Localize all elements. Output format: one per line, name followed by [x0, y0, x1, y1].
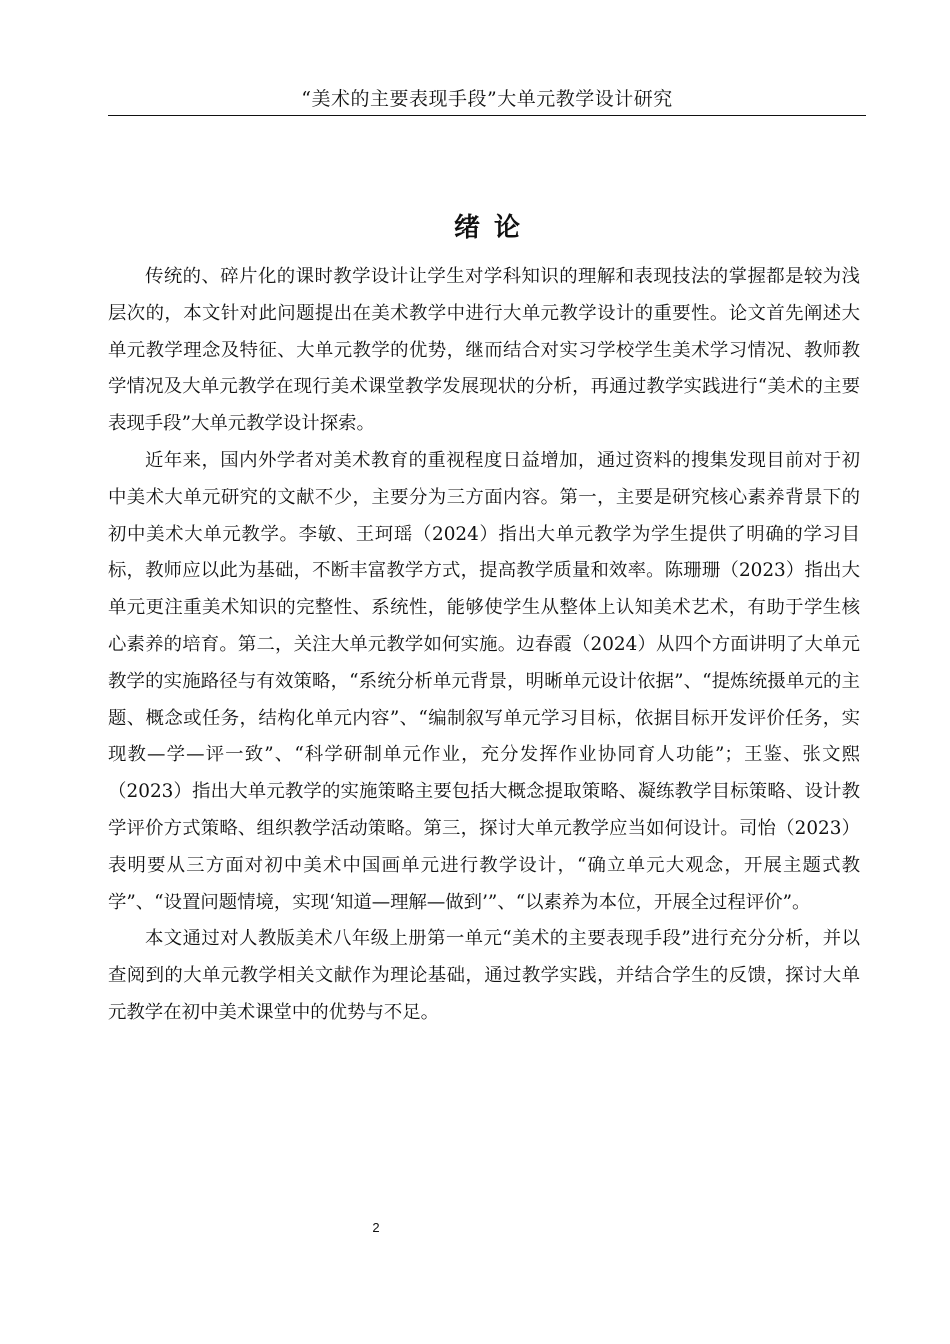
- section-title: 绪论: [453, 213, 534, 243]
- paragraph-2: 近年来，国内外学者对美术教育的重视程度日益增加，通过资料的搜集发现目前对于初中美术大单元研究的文献不少，主要分为三方面内容。第一，主要是研究核心素养背景下的初中美术大单元教学。李敏、王珂瑶（2024）指出大单元教学为学生提供了明确的学习目标，教师应以此为基础，不断丰富教学方式，提高教学质量和效率。陈珊珊（2023）指出大单元更注重美术知识的完整性、系统性，能够使学生从整体上认知美术艺术，有助于学生核心素养的培育。第二，关注大单元教学如何实施。边春霞（2024）从四个方面讲明了大单元教学的实施路径与有效策略，“系统分析单元背景，明晰单元设计依据”、“提炼统摄单元的主题、概念或任务，结构化单元内容”、“编制叙写单元学习目标，依据目标开发评价任务，实现教—学—评一致”、“科学研制单元作业，充分发挥作业协同育人功能”；王鉴、张文熙（2023）指出大单元教学的实施策略主要包括大概念提取策略、凝练教学目标策略、设计教学评价方式策略、组织教学活动策略。第三，探讨大单元教学应当如何设计。司怡（2023）表明要从三方面对初中美术中国画单元进行教学设计，“确立单元大观念，开展主题式教学”、“设置问题情境，实现‘知道—理解—做到’”、“以素养为本位，开展全过程评价”。: [108, 449, 860, 913]
- running-header-title: “美术的主要表现手段”大单元教学设计研究: [301, 88, 673, 110]
- body-text: [108, 259, 860, 1032]
- header-divider: [108, 115, 866, 116]
- paragraph-1: 传统的、碎片化的课时教学设计让学生对学科知识的理解和表现技法的掌握都是较为浅层次的，本文针对此问题提出在美术教学中进行大单元教学设计的重要性。论文首先阐述大单元教学理念及特征、大单元教学的优势，继而结合对实习学校学生美术学习情况、教师教学情况及大单元教学在现行美术课堂教学发展现状的分析，再通过教学实践进行“美术的主要表现手段”大单元教学设计探索。: [108, 266, 860, 435]
- page-number: 2: [372, 1220, 380, 1235]
- paragraph-3: 本文通过对人教版美术八年级上册第一单元“美术的主要表现手段”进行充分分析，并以查阅到的大单元教学相关文献作为理论基础，通过教学实践，并结合学生的反馈，探讨大单元教学在初中美术课堂中的优势与不足。: [108, 928, 860, 1023]
